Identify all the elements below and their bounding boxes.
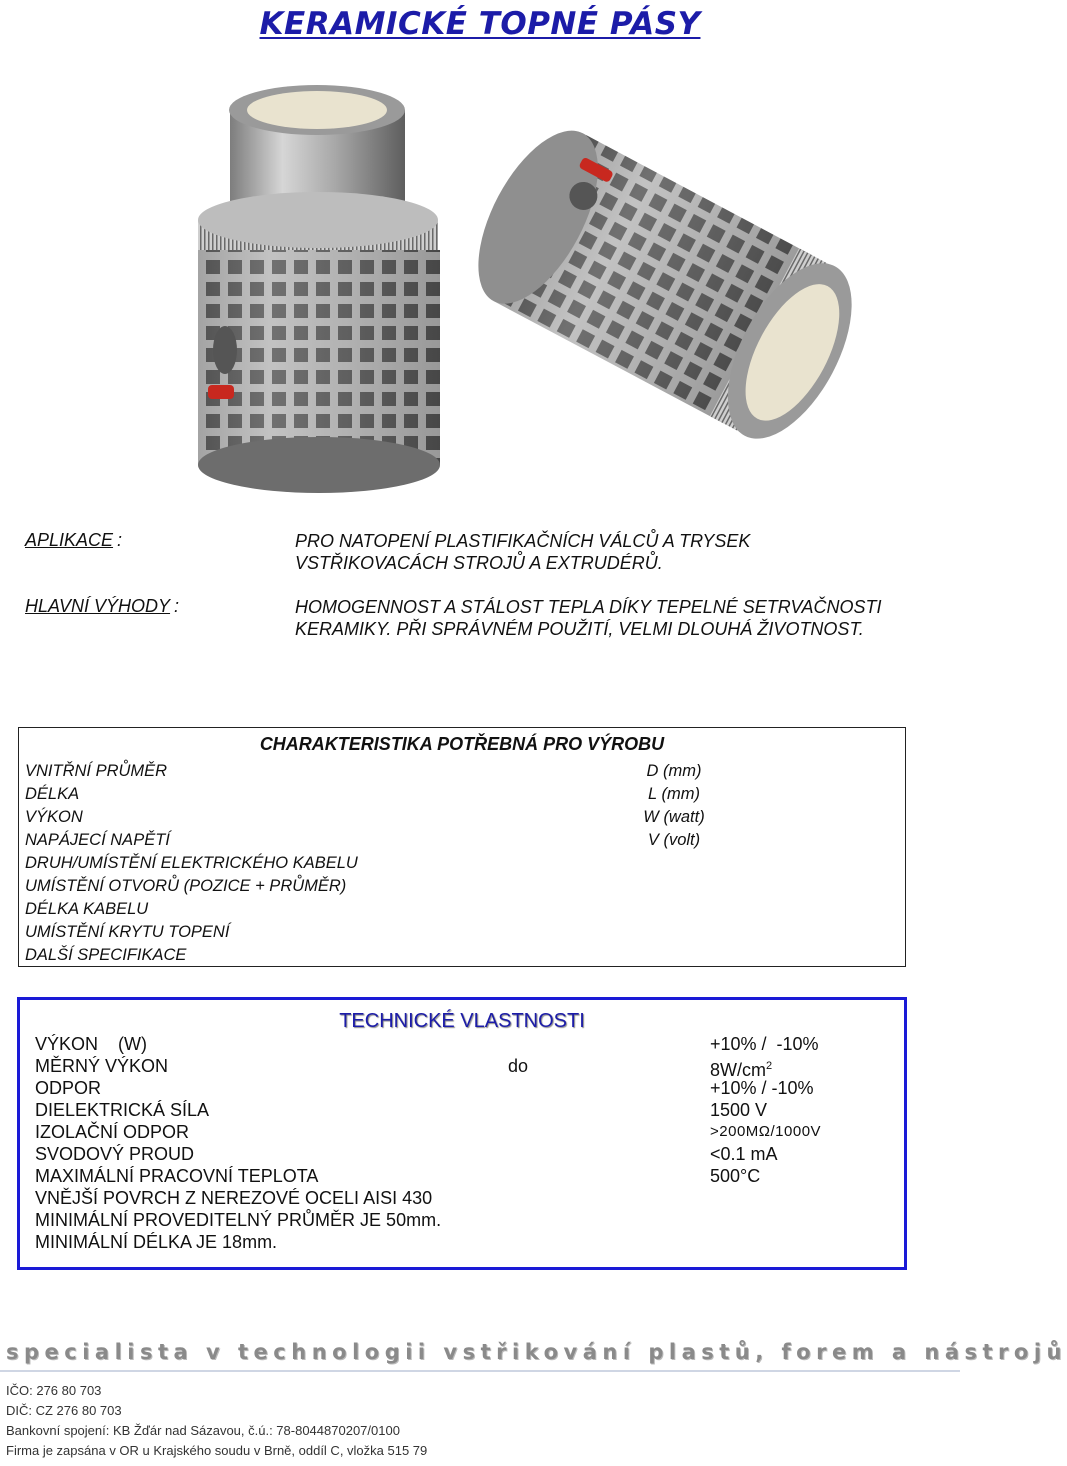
spec-title: CHARAKTERISTIKA POTŘEBNÁ PRO VÝROBU: [259, 734, 665, 754]
tech-list: [35, 1033, 441, 1253]
spec-item: UMÍSTĚNÍ OTVORŮ (POZICE + PRŮMĚR): [25, 877, 347, 895]
spec-box: [18, 727, 906, 967]
advantages-line-2: KERAMIKY. PŘI SPRÁVNÉM POUŽITÍ, VELMI DLOUHÁ ŽIVOTNOST.: [295, 619, 864, 639]
company-info: [6, 1381, 427, 1461]
tech-item: MAXIMÁLNÍ PRACOVNÍ TEPLOTA: [35, 1166, 319, 1186]
product-photo: [180, 80, 840, 500]
tech-values: [710, 1033, 821, 1187]
tech-title: TECHNICKÉ VLASTNOSTI: [339, 1010, 585, 1032]
spec-unit: L (mm): [648, 785, 700, 803]
advantages-label: HLAVNÍ VÝHODY :: [25, 596, 180, 616]
spec-unit: V (volt): [647, 831, 701, 849]
tech-item: MINIMÁLNÍ PROVEDITELNÝ PRŮMĚR JE 50mm.: [35, 1210, 442, 1230]
company-dic: DIČ: CZ 276 80 703: [6, 1403, 122, 1418]
tech-item: VNĚJŠÍ POVRCH Z NEREZOVÉ OCELI AISI 430: [35, 1188, 433, 1208]
company-register: Firma je zapsána v OR u Krajského soudu v Brně, oddíl C, vložka 515 79: [6, 1443, 428, 1458]
spec-list: [25, 760, 358, 967]
tech-item: MINIMÁLNÍ DÉLKA JE 18mm.: [35, 1232, 278, 1252]
spec-units: [619, 760, 729, 852]
tech-value-specific-power: $8W/cm^2$: [710, 1060, 773, 1080]
tech-value-max-temp: 500°C: [710, 1166, 761, 1186]
footer-slogan: specialista v technologii vstřikování plastů, forem a nástrojů: [6, 1340, 1067, 1364]
tech-item: VÝKON (W): [35, 1034, 147, 1054]
application-label: APLIKACE :: [25, 530, 123, 550]
left-heater-graphic: [198, 85, 440, 493]
spec-item: DÉLKA KABELU: [25, 900, 149, 918]
spec-item: UMÍSTĚNÍ KRYTU TOPENÍ: [25, 923, 230, 941]
tech-item: ODPOR: [35, 1078, 102, 1098]
spec-item: VNITŘNÍ PRŮMĚR: [25, 762, 168, 780]
tech-item: DIELEKTRICKÁ SÍLA: [35, 1100, 210, 1120]
tech-value-leakage: <0.1 mA: [710, 1144, 778, 1164]
page-title: KERAMICKÉ TOPNÉ PÁSY: [259, 6, 701, 42]
tech-do-label: do: [508, 1056, 529, 1076]
advantages-line-1: HOMOGENNOST A STÁLOST TEPLA DÍKY TEPELNÉ SETRVAČNOSTI: [295, 597, 882, 617]
advantages-text: [295, 596, 935, 640]
tech-item: MĚRNÝ VÝKON: [35, 1056, 169, 1076]
spec-item: DÉLKA: [25, 785, 80, 803]
tech-item: IZOLAČNÍ ODPOR: [35, 1122, 190, 1142]
tech-box: [17, 997, 907, 1270]
footer-divider: [0, 1370, 960, 1372]
company-bank: Bankovní spojení: KB Žďár nad Sázavou, č.ú.: 78-8044870207/0100: [6, 1423, 400, 1438]
tech-value-dielectric: 1500 V: [710, 1100, 768, 1120]
tech-item: SVODOVÝ PROUD: [35, 1144, 195, 1164]
spec-unit: W (watt): [643, 808, 705, 826]
spec-item: VÝKON: [25, 808, 83, 826]
spec-item: DRUH/UMÍSTĚNÍ ELEKTRICKÉHO KABELU: [25, 854, 358, 872]
application-text: [295, 530, 935, 574]
tech-value-power: +10% / -10%: [710, 1034, 819, 1054]
right-heater-graphic: [453, 111, 877, 458]
spec-item: NAPÁJECÍ NAPĚTÍ: [25, 831, 170, 849]
spec-unit: D (mm): [646, 762, 702, 780]
tech-value-resistance: +10% / -10%: [710, 1078, 814, 1098]
application-line-2: VSTŘIKOVACÁCH STROJŮ A EXTRUDÉRŮ.: [295, 553, 663, 573]
tech-value-insulation: >200MΩ/1000V: [710, 1123, 822, 1140]
company-ico: IČO: 276 80 703: [6, 1383, 102, 1398]
application-line-1: PRO NATOPENÍ PLASTIFIKAČNÍCH VÁLCŮ A TRYSEK: [295, 531, 751, 551]
spec-item: DALŠÍ SPECIFIKACE: [25, 946, 187, 964]
